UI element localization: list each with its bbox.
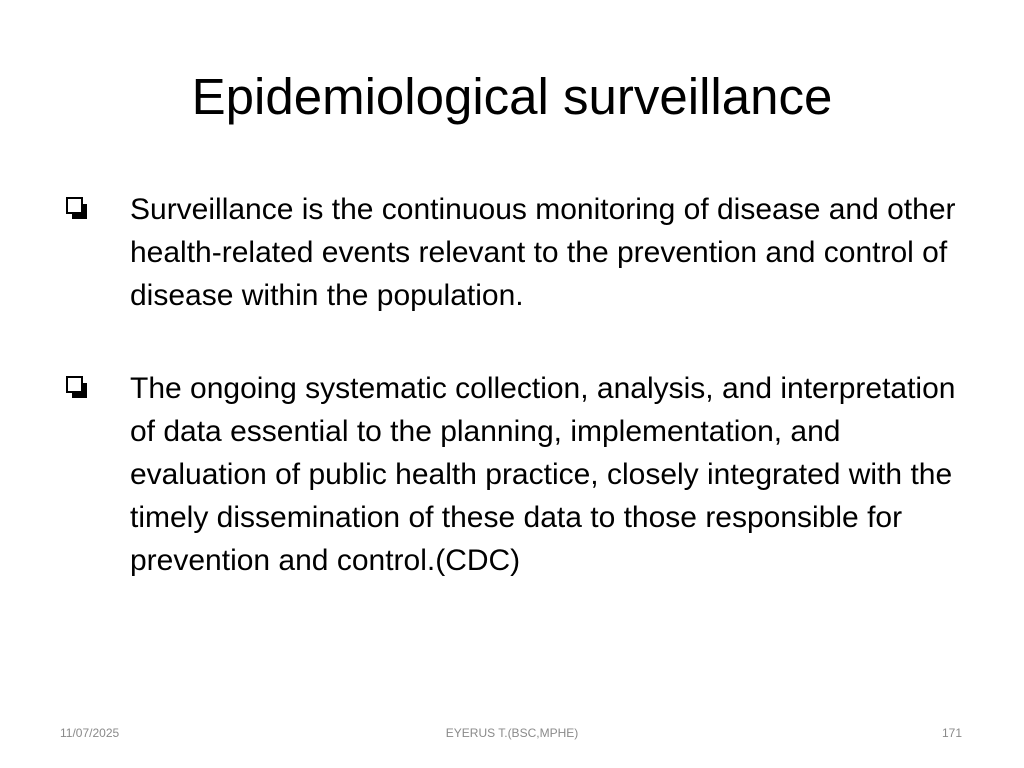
bullet-item-surveillance-definition bbox=[60, 188, 970, 317]
checkbox-icon bbox=[64, 374, 90, 402]
footer-date: 11/07/2025 bbox=[60, 726, 120, 740]
checkbox-icon bbox=[64, 195, 90, 223]
bullet-text: Surveillance is the continuous monitoring of disease and other health-related events relevant to the prevention and control of disease within the population. bbox=[130, 193, 956, 312]
footer-author: EYERUS T.(BSC,MPHE) bbox=[445, 726, 579, 740]
bullet-text: The ongoing systematic collection, analysis, and interpretation of data essential to the planning, implementation, and evaluation of public health practice, closely integrated with the timely dissemination of these data to those responsible for prevention and control.(CDC) bbox=[130, 372, 956, 577]
footer-page-number: 171 bbox=[941, 726, 962, 740]
bullet-item-cdc-definition bbox=[60, 367, 970, 582]
slide-title: Epidemiological surveillance bbox=[191, 68, 833, 125]
bullet-list bbox=[60, 188, 970, 632]
